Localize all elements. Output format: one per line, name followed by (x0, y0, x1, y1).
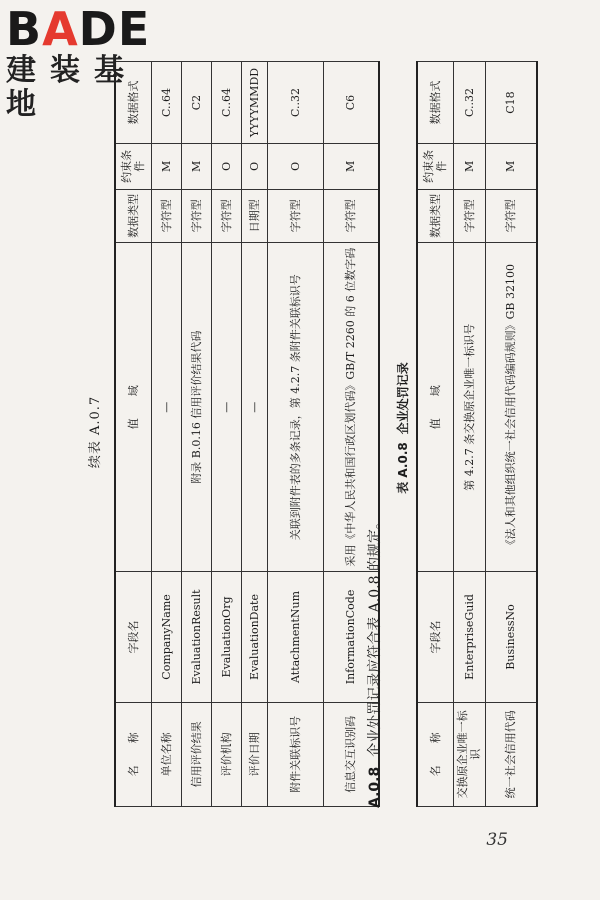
header-field: 字段名 (115, 572, 151, 703)
cell-type: 字符型 (151, 189, 181, 243)
cell-type: 字符型 (211, 189, 241, 243)
cell-format: C6 (323, 62, 379, 144)
cell-range: 附录 B.0.16 信用评价结果代码 (181, 243, 211, 572)
table-a-0-8 (416, 61, 538, 807)
cell-type: 字符型 (181, 189, 211, 243)
table-row (151, 62, 181, 807)
cell-range: 采用《中华人民共和国行政区划代码》GB/T 2260 的 6 位数字码 (323, 243, 379, 572)
header-range: 值 域 (115, 243, 151, 572)
table-row (267, 62, 323, 807)
header-format: 数据格式 (115, 62, 151, 144)
cell-range: — (241, 243, 267, 572)
section-text: 企业处罚记录应符合表 A.0.8 的规定。 (367, 515, 383, 757)
cell-name: 统一社会信用代码 (485, 702, 537, 806)
header-field: 字段名 (417, 572, 453, 703)
section-number: A.0.8 (367, 766, 383, 808)
cell-type: 字符型 (323, 189, 379, 243)
cell-name: 单位名称 (151, 702, 181, 806)
cell-field: BusinessNo (485, 572, 537, 703)
continued-table-caption: 续表 A.0.7 (88, 395, 103, 469)
cell-format: C..64 (151, 62, 181, 144)
rotated-page-content (76, 52, 546, 812)
cell-field: EvaluationOrg (211, 572, 241, 703)
table-row (211, 62, 241, 807)
table-row (453, 62, 485, 807)
cell-type: 日期型 (241, 189, 267, 243)
cell-type: 字符型 (453, 189, 485, 243)
section-a-0-8 (364, 515, 384, 808)
table-title: 企业处罚记录 (396, 362, 410, 435)
cell-type: 字符型 (267, 189, 323, 243)
table-label: 表 A.0.8 (396, 442, 410, 494)
header-name: 名 称 (417, 702, 453, 806)
cell-constraint: M (485, 144, 537, 190)
table-row (485, 62, 537, 807)
cell-range: 第 4.2.7 条交换原企业唯一标识号 (453, 243, 485, 572)
cell-constraint: M (453, 144, 485, 190)
cell-field: CompanyName (151, 572, 181, 703)
cell-name: 评价机构 (211, 702, 241, 806)
header-range: 值 域 (417, 243, 453, 572)
cell-range: 关联到附件表的多条记录，第 4.2.7 条附件关联标识号 (267, 243, 323, 572)
cell-field: AttachmentNum (267, 572, 323, 703)
cell-range: — (151, 243, 181, 572)
cell-field: EvaluationResult (181, 572, 211, 703)
cell-field: EvaluationDate (241, 572, 267, 703)
cell-format: C2 (181, 62, 211, 144)
header-constraint: 约束条件 (417, 144, 453, 190)
cell-format: YYYYMMDD (241, 62, 267, 144)
header-format: 数据格式 (417, 62, 453, 144)
logo-subtitle: 建装基地 (6, 53, 138, 122)
cell-name: 交换原企业唯一标识 (453, 702, 485, 806)
cell-type: 字符型 (485, 189, 537, 243)
table-header-row (115, 62, 151, 807)
cell-field: InformationCode (323, 572, 379, 703)
cell-name: 评价日期 (241, 702, 267, 806)
cell-constraint: O (211, 144, 241, 190)
cell-format: C..32 (267, 62, 323, 144)
cell-name: 附件关联标识号 (267, 702, 323, 806)
cell-name: 信息交互识别码 (323, 702, 379, 806)
cell-constraint: M (181, 144, 211, 190)
cell-format: C..32 (453, 62, 485, 144)
cell-field: EnterpriseGuid (453, 572, 485, 703)
table-header-row (417, 62, 453, 807)
cell-format: C18 (485, 62, 537, 144)
table-a-0-8-caption (394, 52, 411, 812)
cell-format: C..64 (211, 62, 241, 144)
header-type: 数据类型 (115, 189, 151, 243)
table-a-0-7-continued (114, 61, 380, 807)
header-type: 数据类型 (417, 189, 453, 243)
header-name: 名 称 (115, 702, 151, 806)
table-row (241, 62, 267, 807)
header-constraint: 约束条件 (115, 144, 151, 190)
page-number: 35 (486, 830, 508, 850)
cell-constraint: O (241, 144, 267, 190)
cell-range: — (211, 243, 241, 572)
cell-constraint: O (267, 144, 323, 190)
cell-range: 《法人和其他组织统一社会信用代码编码规则》GB 32100 (485, 243, 537, 572)
logo-wordmark: BADE (6, 2, 151, 56)
cell-name: 信用评价结果 (181, 702, 211, 806)
cell-constraint: M (151, 144, 181, 190)
table-row (181, 62, 211, 807)
cell-constraint: M (323, 144, 379, 190)
